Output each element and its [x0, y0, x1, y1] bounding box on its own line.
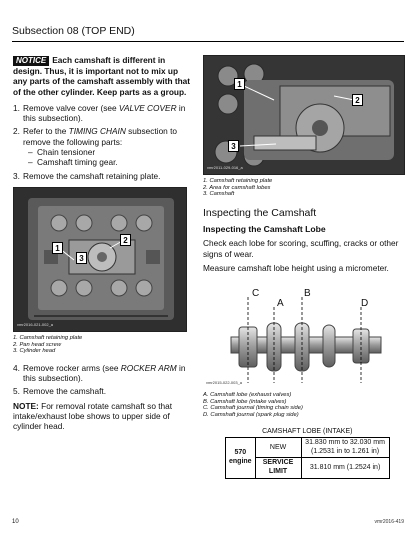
photo2-captions: [203, 178, 406, 198]
caption-item: 3. Camshaft: [203, 191, 235, 198]
step-text: in this subsection).: [23, 362, 186, 384]
step-text: Refer to the: [23, 126, 69, 137]
sub-item-timing-gear: – Camshaft timing gear.: [23, 157, 191, 167]
step-1: [13, 103, 191, 124]
row-value-new: 31.830 mm to 32.030 mm (1.2531 in to 1.261 in): [301, 438, 389, 458]
photo-code: vmr2011-029-016_a: [207, 164, 243, 170]
step-text: Remove rocker arms (see: [23, 362, 121, 373]
step-number: 4.: [13, 362, 20, 373]
step-number: 3.: [13, 170, 20, 181]
label-c: C: [252, 288, 260, 300]
header-rule: [12, 41, 404, 42]
callout-3: 3: [76, 252, 87, 264]
notice-text: Each camshaft is different in design. Thus, it is important not to mix up any parts of the camshaft assembly with that of the other cylinder. Keep parts as a group.: [13, 55, 191, 97]
page-number: 10: [12, 519, 19, 525]
label-a: A: [277, 298, 284, 310]
row-label-service-limit: SERVICE LIMIT: [255, 458, 301, 478]
step-text: in this subsection).: [23, 102, 186, 124]
step-number: 5.: [13, 386, 20, 397]
photo1-captions: [13, 335, 191, 355]
subsection-heading: Inspecting the Camshaft Lobe: [203, 224, 326, 235]
cylinder-head-illustration: [14, 188, 187, 332]
step-5: [13, 386, 191, 396]
photo-code: vmr2016-021-002_a: [17, 321, 54, 327]
note-label: NOTE:: [13, 400, 39, 411]
callout-1: 1: [234, 78, 245, 90]
caption-item: C. Camshaft journal (timing chain side): [203, 405, 303, 412]
caption-item: 3. Cylinder head: [13, 348, 56, 355]
camshaft-illustration: [204, 56, 405, 175]
camshaft-diagram: [203, 279, 405, 389]
step-2: [13, 126, 191, 167]
diagram-code: vmr2015-022-003_a: [206, 379, 243, 385]
callout-1: 1: [52, 242, 63, 254]
step-text: subsection to remove the following parts:: [23, 126, 178, 147]
caption-item: B. Camshaft lobe (intake valves): [203, 398, 287, 405]
notice-paragraph: [13, 55, 191, 97]
row-label-new: NEW: [255, 438, 301, 458]
paragraph-check-lobe: Check each lobe for scoring, scuffing, cracks or other signs of wear.: [203, 238, 399, 259]
valve-cover-link[interactable]: VALVE COVER: [118, 102, 177, 113]
caption-item: D. Camshaft journal (spark plug side): [203, 412, 299, 419]
timing-chain-link[interactable]: TIMING CHAIN: [68, 126, 126, 137]
label-d: D: [361, 298, 369, 310]
step-number: 2.: [13, 126, 20, 137]
right-column: [203, 55, 406, 479]
callout-2: 2: [352, 94, 363, 106]
section-heading: Inspecting the Camshaft: [203, 206, 317, 219]
callout-2: 2: [120, 234, 131, 246]
callout-3: 3: [228, 140, 239, 152]
camshaft-photo: [203, 55, 405, 175]
step-4: [13, 363, 191, 384]
paragraph-measure-lobe: Measure camshaft lobe height using a micrometer.: [203, 262, 389, 273]
camshaft-lobe-spec-table: [225, 427, 390, 479]
diagram-captions: [203, 392, 406, 418]
caption-item: 2. Area for camshaft lobes: [203, 184, 271, 191]
row-value-service-limit: 31.810 mm (1.2524 in): [301, 458, 389, 478]
caption-item: A. Camshaft lobe (exhaust valves): [203, 392, 292, 399]
cylinder-head-photo: [13, 187, 187, 332]
sub-item-chain-tensioner: – Chain tensioner: [23, 147, 191, 157]
caption-item: 1. Camshaft retaining plate: [13, 334, 83, 341]
rocker-arm-link[interactable]: ROCKER ARM: [120, 362, 177, 373]
step-text: Remove valve cover (see: [23, 102, 119, 113]
step-text: Remove the camshaft retaining plate.: [23, 170, 161, 181]
steps-list: [13, 103, 191, 181]
caption-item: 2. Pan head screw: [13, 341, 62, 348]
step-number: 1.: [13, 102, 20, 113]
table-header: CAMSHAFT LOBE (INTAKE): [226, 427, 390, 438]
note: [13, 401, 191, 432]
steps-list-continued: [13, 363, 191, 397]
engine-cell: 570 engine: [226, 438, 256, 478]
step-3: [13, 171, 191, 181]
label-b: B: [304, 288, 311, 300]
note-text: For removal rotate camshaft so that intake/exhaust lobe shows to upper side of cylinder head.: [13, 400, 173, 432]
caption-item: 1. Camshaft retaining plate: [203, 178, 273, 184]
left-column: [13, 55, 191, 432]
document-code: vmr2016-419: [374, 519, 404, 525]
page-header: Subsection 08 (TOP END): [12, 25, 135, 37]
step-text: Remove the camshaft.: [23, 386, 107, 397]
notice-tag: NOTICE: [13, 56, 49, 66]
